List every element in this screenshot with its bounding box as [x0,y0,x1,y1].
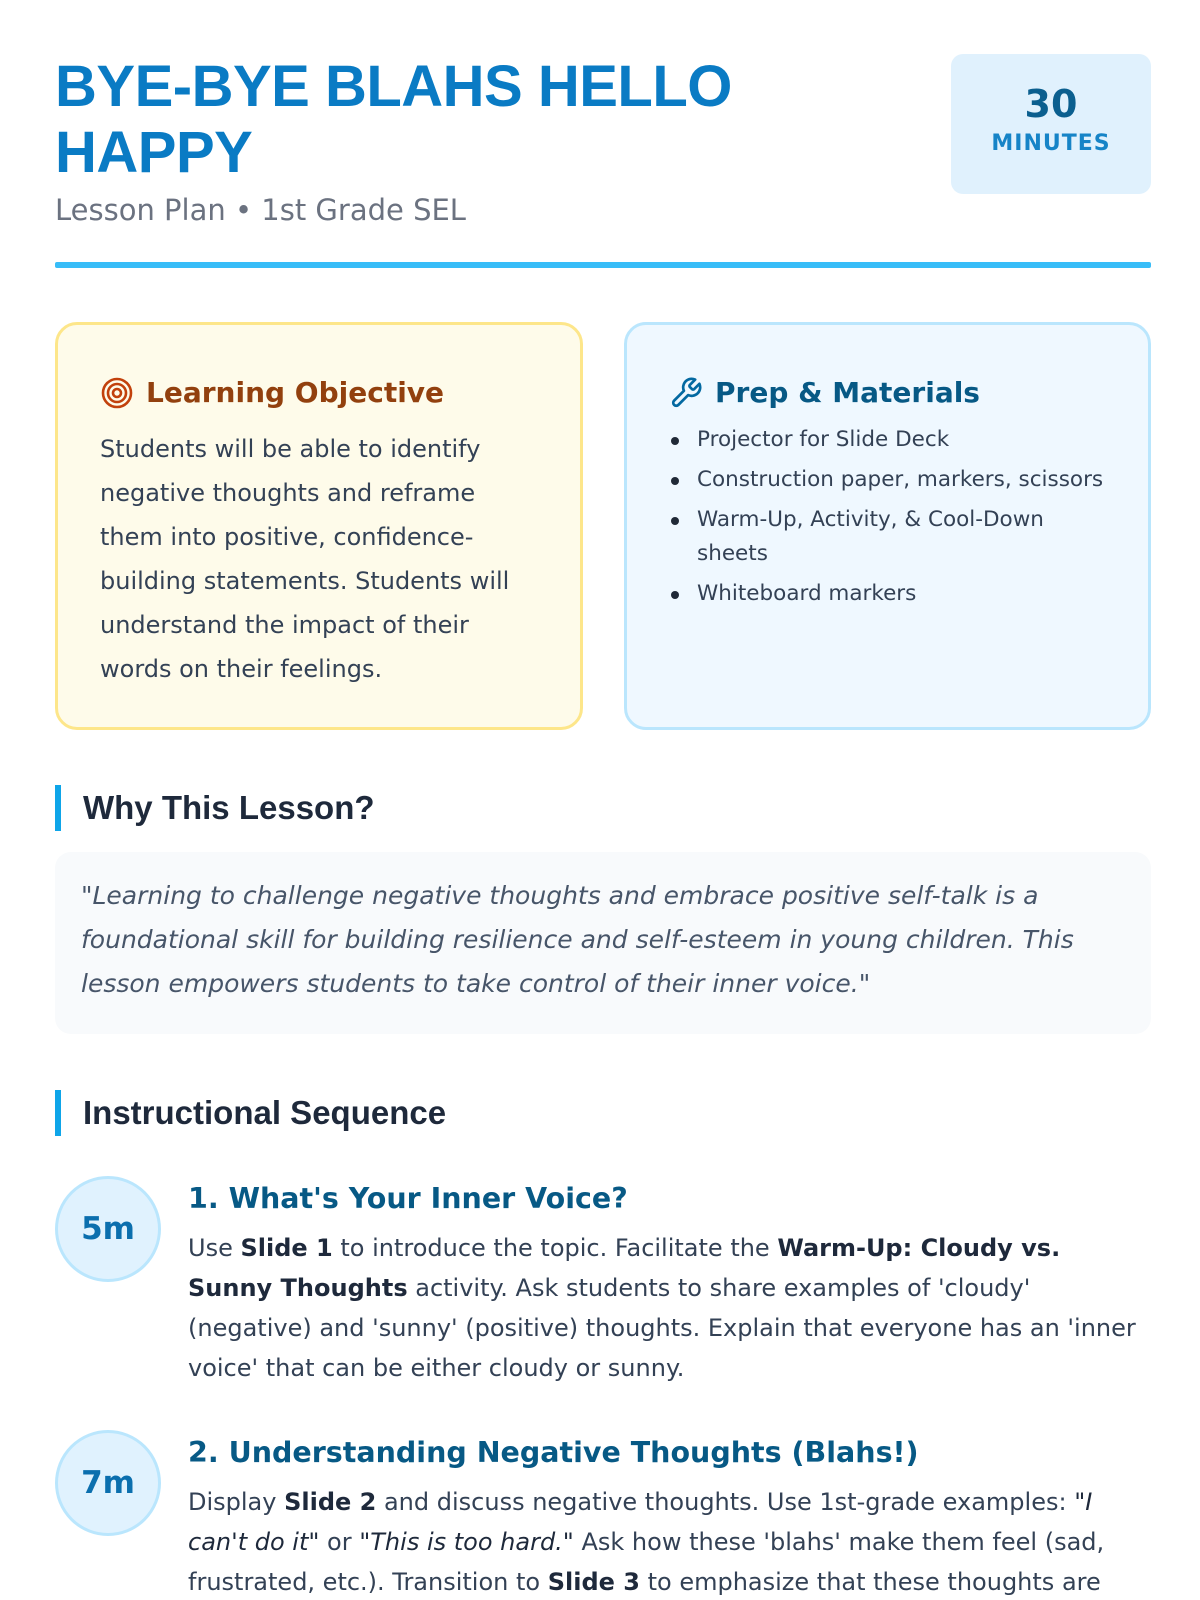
target-icon [100,376,134,410]
bold-text: Warm-Up: Cloudy vs. Sunny Thoughts [188,1234,1061,1302]
learning-objective-card [55,322,583,730]
text-run: Display [188,1488,285,1516]
why-lesson-heading-text: Why This Lesson? [83,789,375,826]
list-item: Whiteboard markers [669,577,1108,611]
text-run: Ask how these 'blahs' make them feel (sad, frustrated, etc.). Transition to [188,1528,1105,1596]
header-divider [55,262,1151,268]
italic-text: "This is too hard." [359,1528,574,1556]
list-item: Projector for Slide Deck [669,423,1108,457]
bold-text: Slide 3 [547,1568,640,1596]
lesson-plan-page [55,0,1151,1600]
italic-text: "I can't do it" [188,1488,1093,1556]
text-run: activity. Ask students to share examples of 'cloudy' (negative) and 'sunny' (positive) thoughts. Explain that everyone has an 'inner voice' that can be either cloudy or sunny. [188,1274,1136,1382]
prep-materials-card [624,322,1151,730]
duration-unit: MINUTES [991,131,1111,156]
why-lesson-heading [55,785,375,831]
step-description [188,1482,1151,1600]
duration-number: 30 [1024,82,1078,126]
duration-badge [951,54,1151,194]
learning-objective-title: Learning Objective [146,376,445,409]
text-run: or [319,1528,360,1556]
instructional-sequence-heading-text: Instructional Sequence [83,1094,447,1131]
step-duration-badge: 7m [55,1430,161,1536]
wrench-icon [669,376,703,410]
instructional-sequence-heading [55,1090,446,1136]
header [55,54,1151,268]
step-title: 1. What's Your Inner Voice? [188,1182,628,1215]
bold-text: Slide 2 [284,1488,377,1516]
step-duration-badge: 5m [55,1176,161,1282]
text-run: to emphasize that these thoughts are [639,1568,1101,1596]
page-title: BYE-BYE BLAHS HELLO HAPPY [55,54,732,185]
list-item: Warm-Up, Activity, & Cool-Down sheets [669,503,1108,571]
bold-text: Slide 1 [240,1234,333,1262]
materials-list [669,423,1108,611]
step-description [188,1228,1151,1388]
text-run: Use [188,1234,241,1262]
prep-materials-title: Prep & Materials [715,376,980,409]
step-title: 2. Understanding Negative Thoughts (Blahs!) [188,1436,919,1469]
learning-objective-text: Students will be able to identify negative thoughts and reframe them into positive, confidence-building statements. Students will understand the impact of their words on their feelings. [100,435,510,683]
text-run: to introduce the topic. Facilitate the [332,1234,778,1262]
list-item: Construction paper, markers, scissors [669,463,1108,497]
learning-objective-header [100,373,540,413]
text-run: and discuss negative thoughts. Use 1st-grade examples: [376,1488,1075,1516]
why-lesson-quote: "Learning to challenge negative thoughts and embrace positive self-talk is a foundational skill for building resilience and self-esteem in young children. This lesson empowers students to take control of their inner voice." [81,881,1074,998]
page-subtitle: Lesson Plan • 1st Grade SEL [55,193,466,227]
why-lesson-quote-box [55,852,1151,1034]
prep-materials-header [669,373,1108,413]
